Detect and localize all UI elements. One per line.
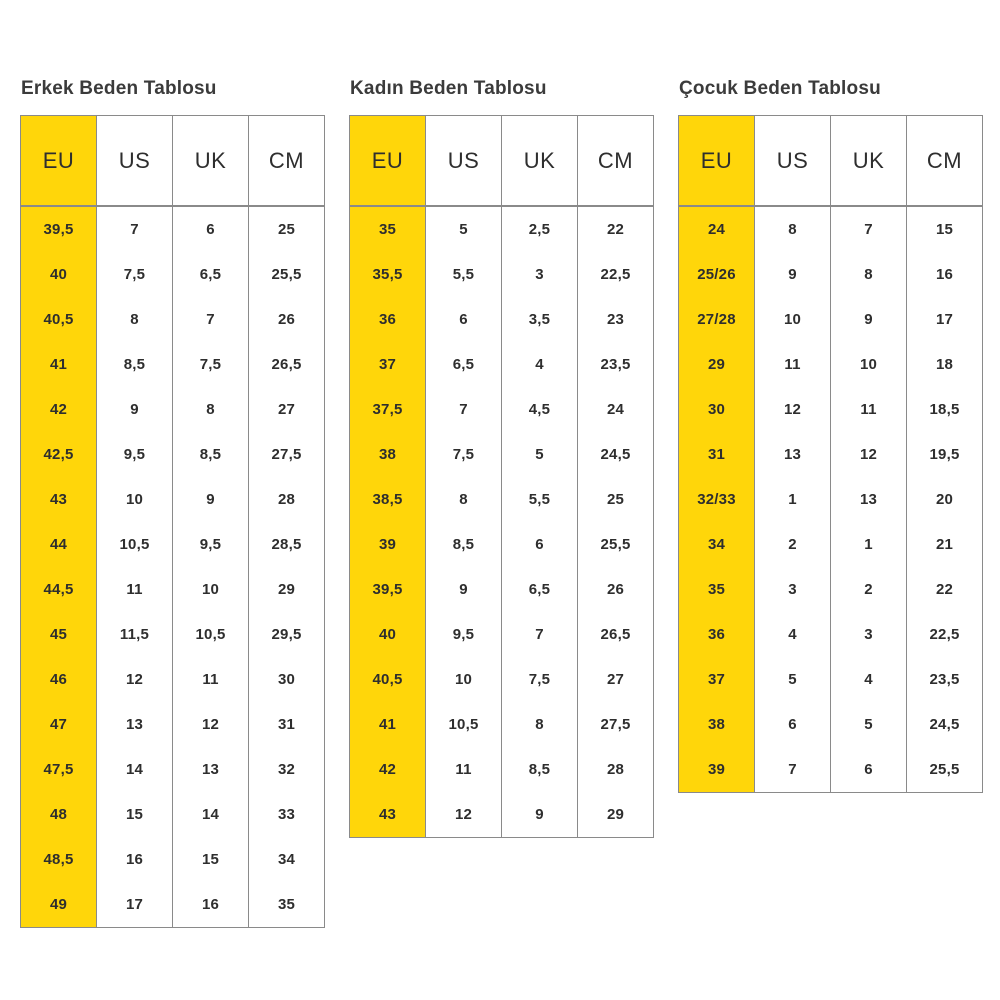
- table-row: [350, 612, 654, 657]
- us-size-cell: 16: [97, 837, 173, 882]
- eu-size-cell: 34: [679, 522, 755, 567]
- uk-size-cell: 11: [173, 657, 249, 702]
- eu-size-cell: 41: [350, 702, 426, 747]
- cm-size-cell: 30: [249, 657, 325, 702]
- eu-size-cell: 46: [21, 657, 97, 702]
- table-row: [350, 657, 654, 702]
- uk-size-cell: 9: [173, 477, 249, 522]
- table-row: [21, 206, 325, 252]
- table-row: [679, 477, 983, 522]
- eu-size-cell: 36: [679, 612, 755, 657]
- uk-size-cell: 7: [502, 612, 578, 657]
- men-table-title: Erkek Beden Tablosu: [21, 78, 217, 99]
- table-row: [21, 792, 325, 837]
- column-header-us: US: [426, 116, 502, 207]
- men-size-table-section: [20, 78, 325, 928]
- table-row: [21, 477, 325, 522]
- eu-size-cell: 30: [679, 387, 755, 432]
- uk-size-cell: 1: [831, 522, 907, 567]
- table-row: [350, 792, 654, 838]
- table-row: [350, 252, 654, 297]
- children-size-table: [678, 115, 983, 793]
- column-header-eu: EU: [350, 116, 426, 207]
- cm-size-cell: 26,5: [578, 612, 654, 657]
- eu-size-cell: 38,5: [350, 477, 426, 522]
- uk-size-cell: 5: [831, 702, 907, 747]
- uk-size-cell: 9: [831, 297, 907, 342]
- uk-size-cell: 13: [831, 477, 907, 522]
- us-size-cell: 10: [97, 477, 173, 522]
- column-header-us: US: [755, 116, 831, 207]
- us-size-cell: 11,5: [97, 612, 173, 657]
- us-size-cell: 12: [97, 657, 173, 702]
- eu-size-cell: 47,5: [21, 747, 97, 792]
- eu-size-cell: 41: [21, 342, 97, 387]
- cm-size-cell: 25: [249, 206, 325, 252]
- women-size-table: [349, 115, 654, 838]
- table-row: [679, 657, 983, 702]
- women-size-table-section: [349, 78, 654, 838]
- cm-size-cell: 28: [249, 477, 325, 522]
- uk-size-cell: 9,5: [173, 522, 249, 567]
- header-row: [679, 116, 983, 207]
- eu-size-cell: 43: [350, 792, 426, 838]
- table-row: [679, 522, 983, 567]
- uk-size-cell: 10: [831, 342, 907, 387]
- uk-size-cell: 12: [831, 432, 907, 477]
- cm-size-cell: 16: [907, 252, 983, 297]
- uk-size-cell: 14: [173, 792, 249, 837]
- eu-size-cell: 39: [679, 747, 755, 793]
- cm-size-cell: 18: [907, 342, 983, 387]
- cm-size-cell: 24,5: [578, 432, 654, 477]
- cm-size-cell: 28,5: [249, 522, 325, 567]
- table-row: [21, 342, 325, 387]
- cm-size-cell: 26: [578, 567, 654, 612]
- uk-size-cell: 10: [173, 567, 249, 612]
- uk-size-cell: 2,5: [502, 206, 578, 252]
- table-row: [21, 702, 325, 747]
- table-row: [679, 206, 983, 252]
- cm-size-cell: 22,5: [907, 612, 983, 657]
- eu-size-cell: 37: [350, 342, 426, 387]
- us-size-cell: 8,5: [426, 522, 502, 567]
- table-row: [21, 432, 325, 477]
- column-header-cm: CM: [249, 116, 325, 207]
- uk-size-cell: 6,5: [173, 252, 249, 297]
- column-header-us: US: [97, 116, 173, 207]
- eu-size-cell: 24: [679, 206, 755, 252]
- eu-size-cell: 37: [679, 657, 755, 702]
- uk-size-cell: 3: [502, 252, 578, 297]
- table-row: [350, 477, 654, 522]
- eu-size-cell: 27/28: [679, 297, 755, 342]
- eu-size-cell: 35: [679, 567, 755, 612]
- eu-size-cell: 29: [679, 342, 755, 387]
- uk-size-cell: 3,5: [502, 297, 578, 342]
- us-size-cell: 7,5: [426, 432, 502, 477]
- column-header-eu: EU: [21, 116, 97, 207]
- uk-size-cell: 8,5: [173, 432, 249, 477]
- eu-size-cell: 38: [350, 432, 426, 477]
- cm-size-cell: 21: [907, 522, 983, 567]
- cm-size-cell: 27: [578, 657, 654, 702]
- table-row: [350, 702, 654, 747]
- uk-size-cell: 6: [173, 206, 249, 252]
- eu-size-cell: 47: [21, 702, 97, 747]
- children-size-table-section: [678, 78, 983, 793]
- eu-size-cell: 38: [679, 702, 755, 747]
- eu-size-cell: 45: [21, 612, 97, 657]
- cm-size-cell: 24,5: [907, 702, 983, 747]
- eu-size-cell: 40: [350, 612, 426, 657]
- table-row: [21, 612, 325, 657]
- uk-size-cell: 7,5: [173, 342, 249, 387]
- uk-size-cell: 13: [173, 747, 249, 792]
- eu-size-cell: 48,5: [21, 837, 97, 882]
- cm-size-cell: 23,5: [907, 657, 983, 702]
- table-row: [21, 837, 325, 882]
- us-size-cell: 8: [97, 297, 173, 342]
- eu-size-cell: 42: [350, 747, 426, 792]
- us-size-cell: 5,5: [426, 252, 502, 297]
- table-row: [679, 702, 983, 747]
- cm-size-cell: 33: [249, 792, 325, 837]
- us-size-cell: 10: [755, 297, 831, 342]
- table-row: [350, 206, 654, 252]
- uk-size-cell: 11: [831, 387, 907, 432]
- us-size-cell: 8,5: [97, 342, 173, 387]
- eu-size-cell: 44,5: [21, 567, 97, 612]
- uk-size-cell: 8: [502, 702, 578, 747]
- us-size-cell: 9: [755, 252, 831, 297]
- us-size-cell: 10: [426, 657, 502, 702]
- us-size-cell: 7: [97, 206, 173, 252]
- uk-size-cell: 5,5: [502, 477, 578, 522]
- table-row: [350, 297, 654, 342]
- uk-size-cell: 7,5: [502, 657, 578, 702]
- us-size-cell: 7: [755, 747, 831, 793]
- uk-size-cell: 12: [173, 702, 249, 747]
- table-row: [21, 747, 325, 792]
- table-row: [350, 522, 654, 567]
- table-row: [21, 522, 325, 567]
- us-size-cell: 6: [755, 702, 831, 747]
- uk-size-cell: 8: [831, 252, 907, 297]
- table-row: [350, 747, 654, 792]
- eu-size-cell: 49: [21, 882, 97, 928]
- column-header-uk: UK: [173, 116, 249, 207]
- column-header-eu: EU: [679, 116, 755, 207]
- cm-size-cell: 29: [578, 792, 654, 838]
- eu-size-cell: 44: [21, 522, 97, 567]
- uk-size-cell: 4,5: [502, 387, 578, 432]
- table-row: [21, 567, 325, 612]
- table-row: [679, 432, 983, 477]
- table-row: [679, 387, 983, 432]
- eu-size-cell: 40: [21, 252, 97, 297]
- us-size-cell: 8: [426, 477, 502, 522]
- uk-size-cell: 6: [831, 747, 907, 793]
- eu-size-cell: 43: [21, 477, 97, 522]
- eu-size-cell: 37,5: [350, 387, 426, 432]
- cm-size-cell: 25,5: [907, 747, 983, 793]
- us-size-cell: 1: [755, 477, 831, 522]
- eu-size-cell: 25/26: [679, 252, 755, 297]
- cm-size-cell: 27,5: [578, 702, 654, 747]
- us-size-cell: 3: [755, 567, 831, 612]
- cm-size-cell: 23: [578, 297, 654, 342]
- table-row: [350, 432, 654, 477]
- us-size-cell: 2: [755, 522, 831, 567]
- column-header-cm: CM: [578, 116, 654, 207]
- eu-size-cell: 42: [21, 387, 97, 432]
- eu-size-cell: 31: [679, 432, 755, 477]
- eu-size-cell: 39,5: [350, 567, 426, 612]
- cm-size-cell: 28: [578, 747, 654, 792]
- us-size-cell: 7: [426, 387, 502, 432]
- us-size-cell: 12: [426, 792, 502, 838]
- us-size-cell: 7,5: [97, 252, 173, 297]
- eu-size-cell: 42,5: [21, 432, 97, 477]
- table-row: [21, 252, 325, 297]
- table-row: [21, 882, 325, 928]
- cm-size-cell: 24: [578, 387, 654, 432]
- us-size-cell: 11: [97, 567, 173, 612]
- cm-size-cell: 25,5: [578, 522, 654, 567]
- us-size-cell: 17: [97, 882, 173, 928]
- eu-size-cell: 39: [350, 522, 426, 567]
- cm-size-cell: 29: [249, 567, 325, 612]
- uk-size-cell: 16: [173, 882, 249, 928]
- cm-size-cell: 27,5: [249, 432, 325, 477]
- eu-size-cell: 48: [21, 792, 97, 837]
- us-size-cell: 5: [426, 206, 502, 252]
- us-size-cell: 11: [755, 342, 831, 387]
- table-row: [21, 657, 325, 702]
- uk-size-cell: 8,5: [502, 747, 578, 792]
- table-row: [21, 387, 325, 432]
- eu-size-cell: 32/33: [679, 477, 755, 522]
- uk-size-cell: 10,5: [173, 612, 249, 657]
- us-size-cell: 6: [426, 297, 502, 342]
- us-size-cell: 11: [426, 747, 502, 792]
- cm-size-cell: 22,5: [578, 252, 654, 297]
- uk-size-cell: 15: [173, 837, 249, 882]
- cm-size-cell: 26,5: [249, 342, 325, 387]
- uk-size-cell: 5: [502, 432, 578, 477]
- table-row: [350, 567, 654, 612]
- column-header-uk: UK: [502, 116, 578, 207]
- us-size-cell: 13: [97, 702, 173, 747]
- children-table-title: Çocuk Beden Tablosu: [679, 78, 881, 99]
- eu-size-cell: 36: [350, 297, 426, 342]
- header-row: [21, 116, 325, 207]
- cm-size-cell: 19,5: [907, 432, 983, 477]
- eu-size-cell: 35: [350, 206, 426, 252]
- eu-size-cell: 40,5: [21, 297, 97, 342]
- table-row: [350, 342, 654, 387]
- cm-size-cell: 17: [907, 297, 983, 342]
- uk-size-cell: 3: [831, 612, 907, 657]
- us-size-cell: 13: [755, 432, 831, 477]
- uk-size-cell: 6: [502, 522, 578, 567]
- us-size-cell: 5: [755, 657, 831, 702]
- table-row: [679, 612, 983, 657]
- eu-size-cell: 40,5: [350, 657, 426, 702]
- header-row: [350, 116, 654, 207]
- cm-size-cell: 22: [907, 567, 983, 612]
- cm-size-cell: 31: [249, 702, 325, 747]
- us-size-cell: 9,5: [426, 612, 502, 657]
- uk-size-cell: 7: [831, 206, 907, 252]
- cm-size-cell: 29,5: [249, 612, 325, 657]
- cm-size-cell: 25: [578, 477, 654, 522]
- cm-size-cell: 22: [578, 206, 654, 252]
- cm-size-cell: 32: [249, 747, 325, 792]
- us-size-cell: 9: [426, 567, 502, 612]
- uk-size-cell: 4: [831, 657, 907, 702]
- us-size-cell: 9,5: [97, 432, 173, 477]
- cm-size-cell: 20: [907, 477, 983, 522]
- cm-size-cell: 25,5: [249, 252, 325, 297]
- table-row: [679, 567, 983, 612]
- men-size-table: [20, 115, 325, 928]
- cm-size-cell: 23,5: [578, 342, 654, 387]
- size-tables-row: [20, 78, 983, 928]
- us-size-cell: 4: [755, 612, 831, 657]
- uk-size-cell: 2: [831, 567, 907, 612]
- us-size-cell: 14: [97, 747, 173, 792]
- uk-size-cell: 8: [173, 387, 249, 432]
- cm-size-cell: 34: [249, 837, 325, 882]
- cm-size-cell: 35: [249, 882, 325, 928]
- us-size-cell: 9: [97, 387, 173, 432]
- us-size-cell: 10,5: [426, 702, 502, 747]
- cm-size-cell: 27: [249, 387, 325, 432]
- column-header-uk: UK: [831, 116, 907, 207]
- column-header-cm: CM: [907, 116, 983, 207]
- us-size-cell: 12: [755, 387, 831, 432]
- us-size-cell: 15: [97, 792, 173, 837]
- cm-size-cell: 26: [249, 297, 325, 342]
- cm-size-cell: 18,5: [907, 387, 983, 432]
- us-size-cell: 8: [755, 206, 831, 252]
- table-row: [679, 342, 983, 387]
- uk-size-cell: 6,5: [502, 567, 578, 612]
- women-table-title: Kadın Beden Tablosu: [350, 78, 547, 99]
- us-size-cell: 6,5: [426, 342, 502, 387]
- uk-size-cell: 4: [502, 342, 578, 387]
- uk-size-cell: 9: [502, 792, 578, 838]
- eu-size-cell: 39,5: [21, 206, 97, 252]
- table-row: [679, 297, 983, 342]
- eu-size-cell: 35,5: [350, 252, 426, 297]
- us-size-cell: 10,5: [97, 522, 173, 567]
- table-row: [350, 387, 654, 432]
- table-row: [21, 297, 325, 342]
- uk-size-cell: 7: [173, 297, 249, 342]
- table-row: [679, 252, 983, 297]
- cm-size-cell: 15: [907, 206, 983, 252]
- table-row: [679, 747, 983, 793]
